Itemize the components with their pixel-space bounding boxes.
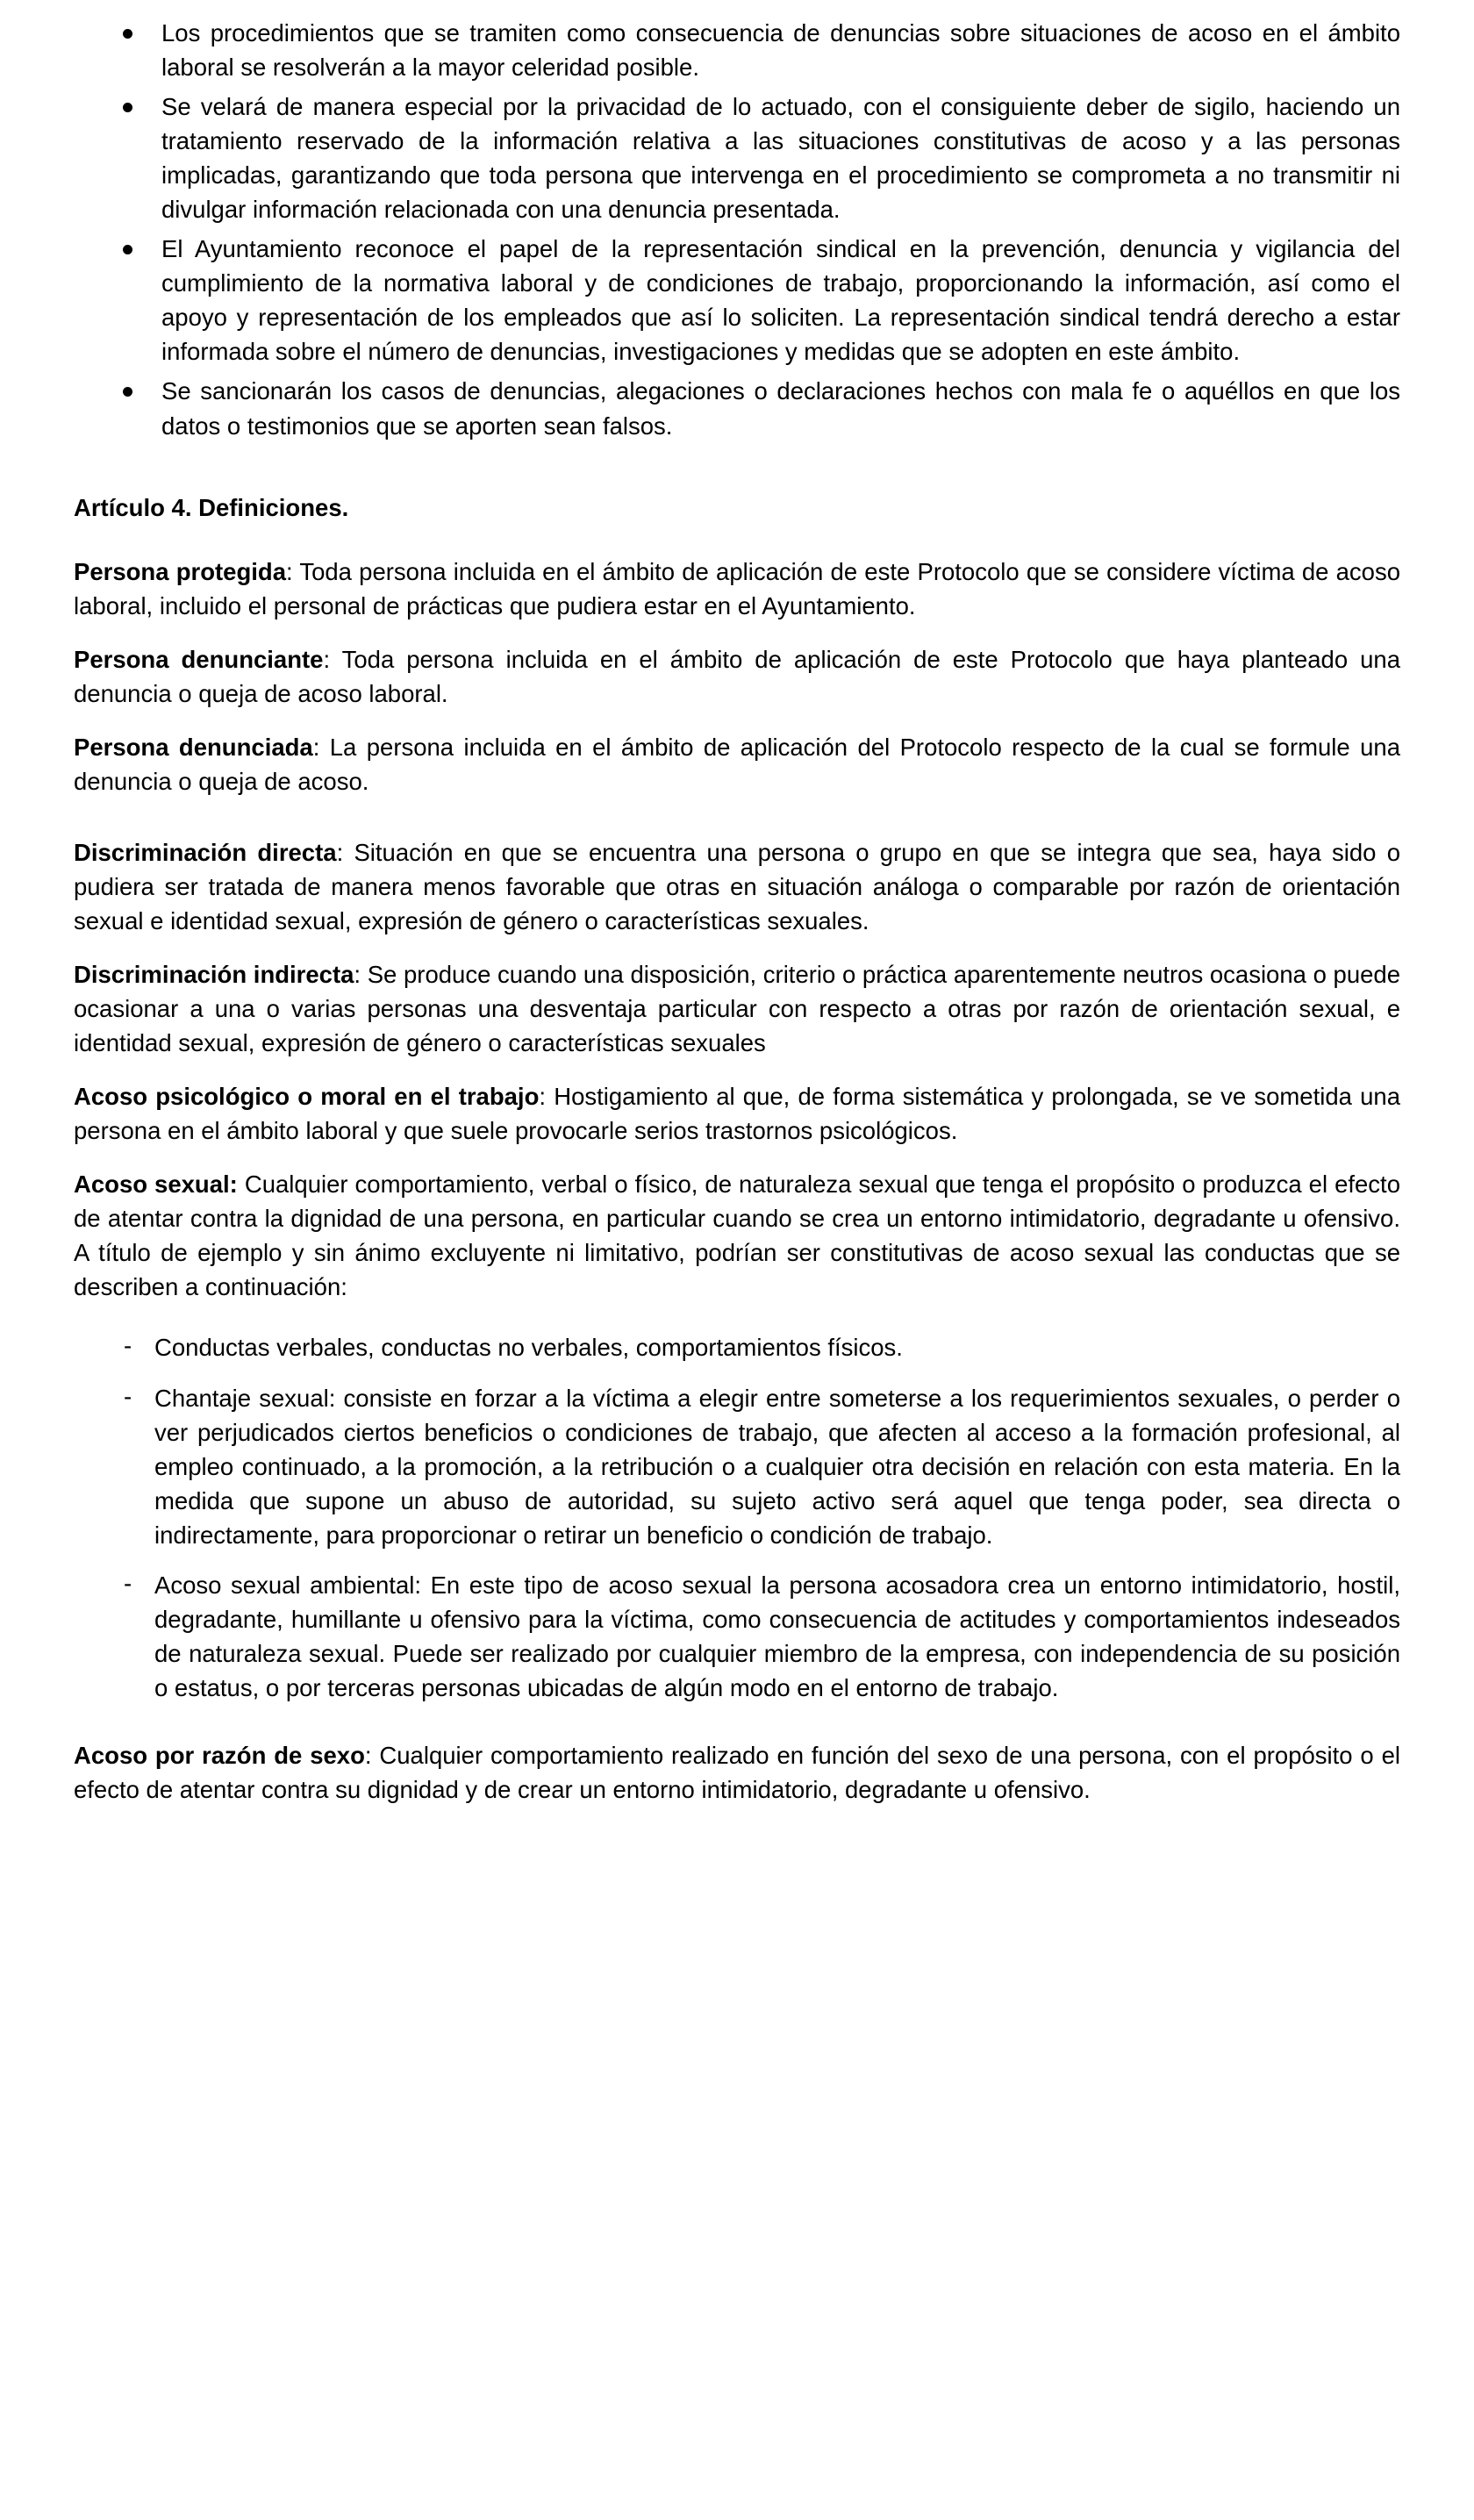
bullet-text: Se sancionarán los casos de denuncias, alegaciones o declaraciones hechos con mala fe o aquéllos en que los datos o testimonios que se aporten sean falsos. — [161, 377, 1400, 440]
bullet-text: Los procedimientos que se tramiten como consecuencia de denuncias sobre situaciones de acoso en el ámbito laboral se resolverán a la mayor celeridad posible. — [161, 19, 1400, 82]
definition-text: La persona incluida en el ámbito de aplicación del Protocolo respecto de la cual se formule una denuncia o queja de acoso. — [74, 733, 1400, 795]
section-spacer — [74, 448, 1400, 490]
definition-separator: : — [312, 733, 330, 761]
list-item-text: Conductas verbales, conductas no verbales, comportamientos físicos. — [154, 1334, 903, 1362]
definition-text: Toda persona incluida en el ámbito de aplicación de este Protocolo que haya planteado una denuncia o queja de acoso laboral. — [74, 645, 1400, 707]
definition-separator: : — [364, 1741, 380, 1769]
bullet-text: El Ayuntamiento reconoce el papel de la representación sindical en la prevención, denuncia y vigilancia del cumplimiento de la normativa laboral y de condiciones de trabajo, proporcionando la información, así como el apoyo y representación de los empleados que así lo soliciten. La representación sindical tendrá derecho a estar informada sobre el número de denuncias, investigaciones y medidas que se adopten en este ámbito. — [161, 235, 1400, 366]
list-item — [74, 1568, 1400, 1705]
list-item-text: Acoso sexual ambiental: En este tipo de acoso sexual la persona acosadora crea un entorno intimidatorio, hostil, degradante, humillante u ofensivo para la víctima, como consecuencia de actitudes y comportamientos indeseados de naturaleza sexual. Puede ser realizado por cualquier miembro de la empresa, con independencia de su posición o estatus, o por terceras personas ubicadas de algún modo en el entorno de trabajo. — [154, 1571, 1400, 1701]
definition-term: Acoso psicológico o moral en el trabajo — [74, 1083, 540, 1111]
definition-persona-protegida — [74, 555, 1400, 623]
final-spacer — [74, 1721, 1400, 1738]
definition-term: Acoso por razón de sexo — [74, 1741, 365, 1769]
definition-term: Persona protegida — [74, 557, 286, 585]
definition-term: Persona denunciada — [74, 733, 313, 761]
list-item — [74, 1381, 1400, 1552]
definition-persona-denunciante — [74, 642, 1400, 711]
definition-separator: : — [539, 1083, 555, 1111]
definition-term: Discriminación directa — [74, 838, 337, 866]
definition-discriminacion-indirecta — [74, 957, 1400, 1060]
definition-text: Cualquier comportamiento realizado en función del sexo de una persona, con el propósito o el efecto de atentar contra su dignidad y de crear un entorno intimidatorio, degradante u ofensivo. — [74, 1741, 1400, 1803]
definition-acoso-sexual — [74, 1167, 1400, 1304]
list-item-text: Chantaje sexual: consiste en forzar a la víctima a elegir entre someterse a los requerimientos sexuales, o perder o ver perjudicados ciertos beneficios o condiciones de trabajo, que afecten al acceso a la formación profesional, al empleo continuado, a la promoción, a la retribución o a cualquier otra decisión en relación con esta materia. En la medida que supone un abuso de autoridad, su sujeto activo será aquel que tenga poder, sea directa o indirectamente, para proporcionar o retirar un beneficio o condición de trabajo. — [154, 1384, 1400, 1549]
sexual-harassment-list — [74, 1330, 1400, 1704]
definition-separator — [238, 1171, 245, 1198]
article-heading: Artículo 4. Definiciones. — [74, 493, 349, 521]
list-item — [74, 89, 1400, 226]
definition-separator: : — [354, 961, 368, 989]
definition-term: Persona denunciante — [74, 645, 324, 673]
definition-text: Hostigamiento al que, de forma sistemática y prolongada, se ve sometida una persona en el ámbito laboral y que suele provocarle serios trastornos psicológicos. — [74, 1083, 1401, 1145]
definitions-spacer — [74, 818, 1400, 835]
bullet-text: Se velará de manera especial por la privacidad de lo actuado, con el consiguiente deber de sigilo, haciendo un tratamiento reservado de la información relativa a las situaciones constitutivas de acoso y a las personas implicadas, garantizando que toda persona que intervenga en el procedimiento se comprometa a no transmitir ni divulgar información relacionada con una denuncia presentada. — [161, 93, 1400, 224]
definition-acoso-psicologico — [74, 1079, 1400, 1148]
list-item — [74, 374, 1400, 442]
intro-bullet-list — [74, 16, 1400, 443]
definition-separator: : — [286, 557, 300, 585]
definition-text: Situación en que se encuentra una persona o grupo en que se integra que sea, haya sido o pudiera ser tratada de manera menos favorable que otras en situación análoga o comparable por razón de orientación sexual e identidad sexual, expresión de género o características sexuales. — [74, 838, 1401, 934]
definition-text: Cualquier comportamiento, verbal o físico, de naturaleza sexual que tenga el propósito o produzca el efecto de atentar contra la dignidad de una persona, en particular cuando se crea un entorno intimidatorio, degradante u ofensivo. A título de ejemplo y sin ánimo excluyente ni limitativo, podrían ser constitutivas de acoso sexual las conductas que se describen a continuación: — [74, 1171, 1400, 1301]
definition-acoso-razon-sexo — [74, 1738, 1400, 1807]
document-body — [74, 16, 1400, 1807]
definition-text: Se produce cuando una disposición, criterio o práctica aparentemente neutros ocasiona o puede ocasionar a una o varias personas una desventaja particular con respecto a otras por razón de orientación sexual, e identidad sexual, expresión de género o características sexuales — [74, 961, 1401, 1057]
list-item — [74, 16, 1400, 84]
list-item — [74, 232, 1400, 369]
definition-term: Acoso sexual: — [74, 1171, 238, 1199]
list-item — [74, 1330, 1400, 1364]
definition-term: Discriminación indirecta — [74, 961, 354, 989]
heading-spacer — [74, 525, 1400, 555]
list-spacer — [74, 1313, 1400, 1330]
definition-discriminacion-directa — [74, 835, 1400, 938]
definition-separator: : — [336, 838, 354, 866]
definition-separator: : — [323, 645, 342, 673]
definition-text: Toda persona incluida en el ámbito de aplicación de este Protocolo que se considere víctima de acoso laboral, incluido el personal de prácticas que pudiera estar en el Ayuntamiento. — [74, 557, 1400, 619]
definition-persona-denunciada — [74, 730, 1400, 798]
